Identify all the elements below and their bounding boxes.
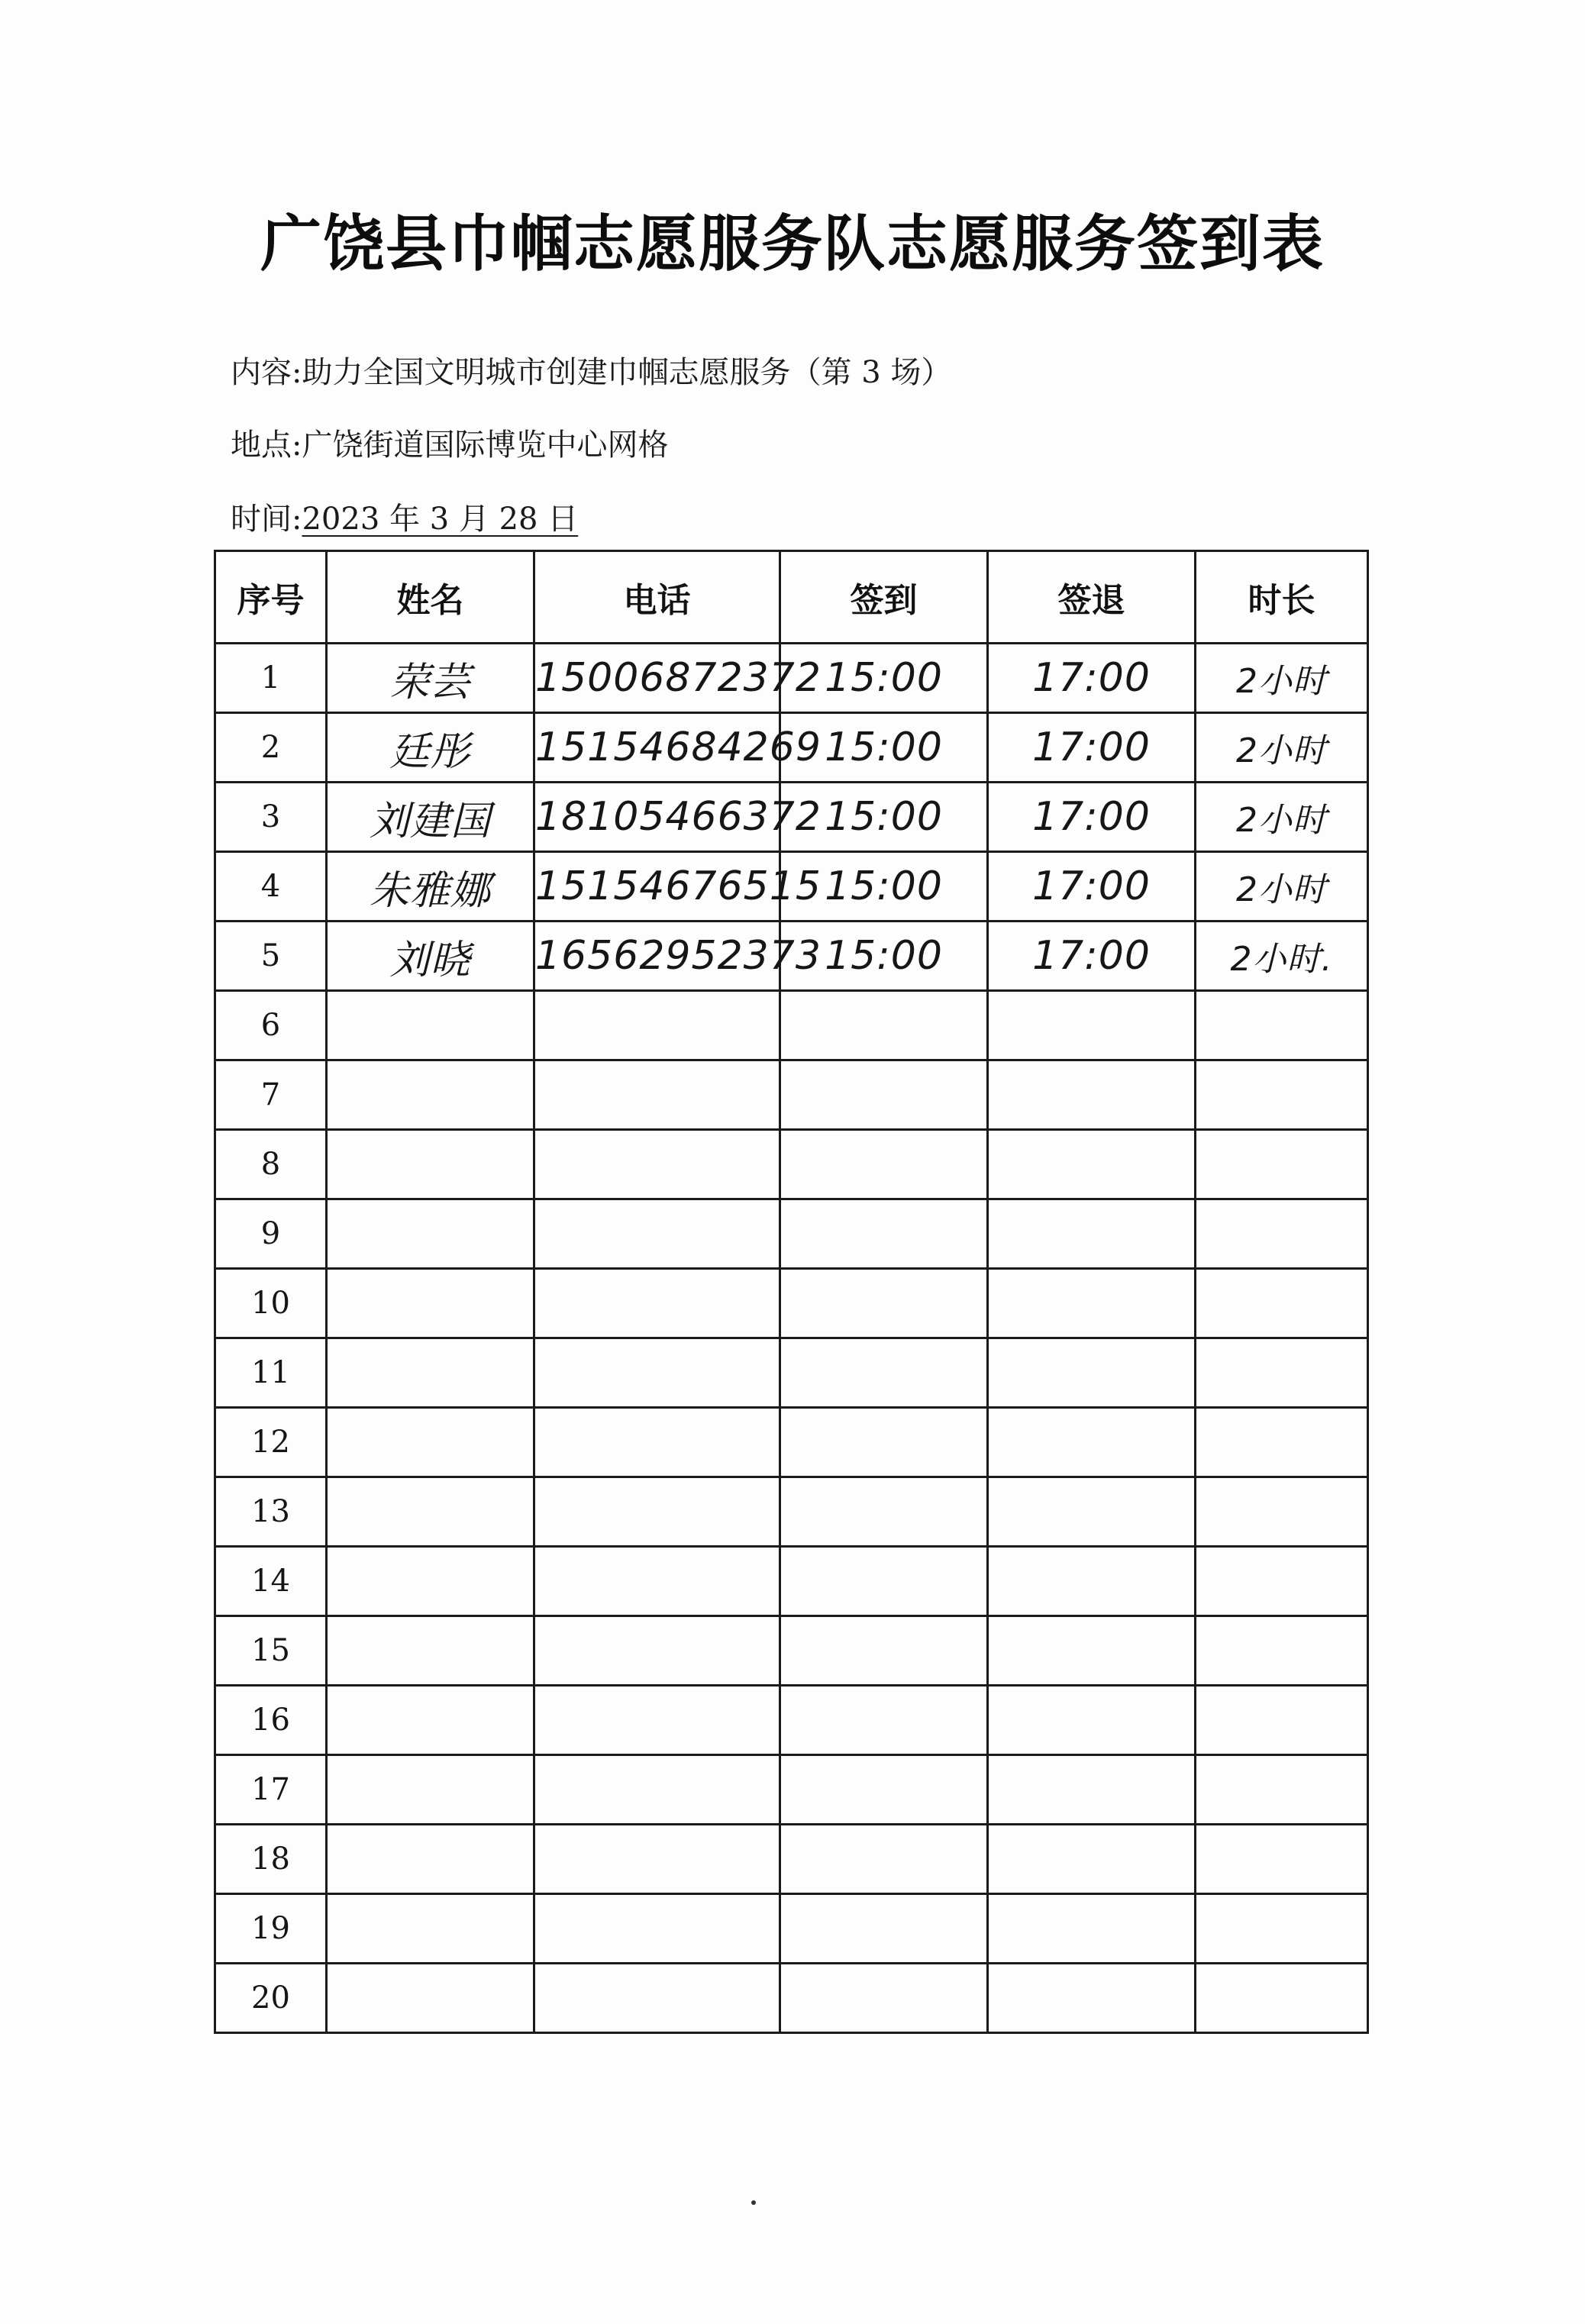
cell-phone [534,1547,780,1616]
cell-duration [1196,1269,1368,1338]
cell-duration [1196,1894,1368,1964]
cell-index: 14 [215,1547,327,1616]
cell-index: 13 [215,1477,327,1547]
cell-phone [534,1338,780,1408]
cell-phone [534,991,780,1060]
table-row [215,852,1368,922]
cell-sign-in [780,1130,988,1199]
cell-index: 18 [215,1825,327,1894]
cell-name [327,1199,534,1269]
cell-sign-in [780,1616,988,1686]
cell-sign-in [780,1964,988,2033]
table-row [215,1060,1368,1130]
time-value: 2023 年 3 月 28 日 [302,502,579,537]
cell-phone [534,1060,780,1130]
cell-sign-out [988,1686,1196,1755]
cell-sign-in [780,1547,988,1616]
cell-sign-in [780,1825,988,1894]
table-row [215,1130,1368,1199]
cell-sign-out: 17:00 [988,783,1196,852]
cell-duration [1196,1199,1368,1269]
cell-sign-in: 15:00 [780,922,988,991]
header-name: 姓名 [327,551,534,644]
cell-sign-in [780,1408,988,1477]
cell-name [327,1060,534,1130]
cell-duration: 2小时. [1196,922,1368,991]
cell-phone: 15006872372 [534,644,780,713]
table-header-row [215,551,1368,644]
place-value: 广饶街道国际博览中心网格 [302,428,669,463]
cell-sign-out: 17:00 [988,644,1196,713]
header-sign-in: 签到 [780,551,988,644]
cell-name [327,1269,534,1338]
table-row [215,1825,1368,1894]
cell-sign-in [780,1060,988,1130]
table-row [215,1894,1368,1964]
table-row [215,1964,1368,2033]
cell-index: 20 [215,1964,327,2033]
table-row [215,1755,1368,1825]
cell-sign-in [780,1338,988,1408]
content-value: 助力全国文明城市创建巾帼志愿服务（第 3 场） [302,355,952,390]
cell-sign-out [988,1547,1196,1616]
cell-duration [1196,1964,1368,2033]
cell-phone [534,1616,780,1686]
content-label: 内容: [231,355,302,390]
cell-name [327,1408,534,1477]
header-index: 序号 [215,551,327,644]
cell-name: 刘晓 [327,922,534,991]
table-row [215,922,1368,991]
cell-duration [1196,1686,1368,1755]
cell-sign-out [988,1338,1196,1408]
cell-sign-in: 15:00 [780,783,988,852]
cell-sign-out [988,1894,1196,1964]
header-duration: 时长 [1196,551,1368,644]
cell-name [327,1130,534,1199]
cell-name [327,1616,534,1686]
cell-sign-in: 15:00 [780,852,988,922]
cell-phone [534,1686,780,1755]
cell-index: 16 [215,1686,327,1755]
table-row [215,783,1368,852]
cell-sign-in [780,1894,988,1964]
place-label: 地点: [231,428,302,463]
cell-name [327,1894,534,1964]
cell-phone [534,1964,780,2033]
table-row [215,1686,1368,1755]
table-row [215,1338,1368,1408]
cell-phone [534,1825,780,1894]
cell-name [327,1338,534,1408]
cell-index: 10 [215,1269,327,1338]
cell-index: 19 [215,1894,327,1964]
cell-phone: 16562952373 [534,922,780,991]
cell-duration [1196,1547,1368,1616]
cell-index: 6 [215,991,327,1060]
table-row [215,644,1368,713]
table-body [215,644,1368,2033]
page-title: 广饶县巾帼志愿服务队志愿服务签到表 [260,208,1325,279]
cell-phone [534,1755,780,1825]
cell-duration: 2小时 [1196,783,1368,852]
cell-name [327,1477,534,1547]
cell-sign-in: 15:00 [780,644,988,713]
cell-name [327,1755,534,1825]
cell-phone [534,1894,780,1964]
time-line [231,495,578,538]
cell-index: 12 [215,1408,327,1477]
table-row [215,1408,1368,1477]
cell-sign-in [780,1755,988,1825]
cell-sign-out [988,1408,1196,1477]
cell-duration: 2小时 [1196,852,1368,922]
cell-index: 11 [215,1338,327,1408]
cell-sign-out: 17:00 [988,713,1196,783]
cell-duration: 2小时 [1196,713,1368,783]
page-dot [751,2200,756,2205]
cell-index: 17 [215,1755,327,1825]
time-label: 时间: [231,502,302,537]
cell-sign-in: 15:00 [780,713,988,783]
cell-name: 荣芸 [327,644,534,713]
cell-duration [1196,1616,1368,1686]
cell-sign-out: 17:00 [988,922,1196,991]
cell-sign-out [988,991,1196,1060]
place-line [231,421,668,464]
cell-sign-out [988,1199,1196,1269]
cell-sign-out [988,1616,1196,1686]
cell-sign-in [780,991,988,1060]
cell-sign-out [988,1269,1196,1338]
table-row [215,1616,1368,1686]
cell-duration [1196,1825,1368,1894]
cell-sign-out [988,1964,1196,2033]
cell-phone [534,1199,780,1269]
header-sign-out: 签退 [988,551,1196,644]
cell-sign-out [988,1755,1196,1825]
table-row [215,713,1368,783]
cell-index: 5 [215,922,327,991]
cell-index: 9 [215,1199,327,1269]
cell-phone [534,1408,780,1477]
cell-duration: 2小时 [1196,644,1368,713]
cell-sign-out [988,1060,1196,1130]
cell-duration [1196,1408,1368,1477]
cell-phone [534,1477,780,1547]
content-line [231,348,951,392]
cell-index: 8 [215,1130,327,1199]
cell-phone: 15154676515 [534,852,780,922]
cell-name [327,1686,534,1755]
cell-name [327,991,534,1060]
cell-index: 1 [215,644,327,713]
cell-duration [1196,1130,1368,1199]
table-row [215,1199,1368,1269]
cell-sign-out [988,1825,1196,1894]
cell-duration [1196,1755,1368,1825]
cell-duration [1196,991,1368,1060]
cell-phone [534,1269,780,1338]
table-row [215,1269,1368,1338]
cell-sign-in [780,1477,988,1547]
header-phone: 电话 [534,551,780,644]
cell-sign-in [780,1269,988,1338]
cell-name [327,1825,534,1894]
cell-duration [1196,1060,1368,1130]
cell-duration [1196,1338,1368,1408]
cell-sign-out: 17:00 [988,852,1196,922]
cell-duration [1196,1477,1368,1547]
cell-name [327,1547,534,1616]
cell-index: 4 [215,852,327,922]
cell-sign-out [988,1130,1196,1199]
cell-sign-out [988,1477,1196,1547]
cell-phone: 15154684269 [534,713,780,783]
cell-phone: 18105466372 [534,783,780,852]
cell-phone [534,1130,780,1199]
cell-name: 朱雅娜 [327,852,534,922]
cell-name: 廷彤 [327,713,534,783]
cell-name: 刘建国 [327,783,534,852]
cell-sign-in [780,1199,988,1269]
cell-sign-in [780,1686,988,1755]
cell-name [327,1964,534,2033]
table-row [215,1477,1368,1547]
table-row [215,991,1368,1060]
table-row [215,1547,1368,1616]
cell-index: 15 [215,1616,327,1686]
cell-index: 7 [215,1060,327,1130]
cell-index: 3 [215,783,327,852]
sign-in-table [214,550,1369,2034]
cell-index: 2 [215,713,327,783]
